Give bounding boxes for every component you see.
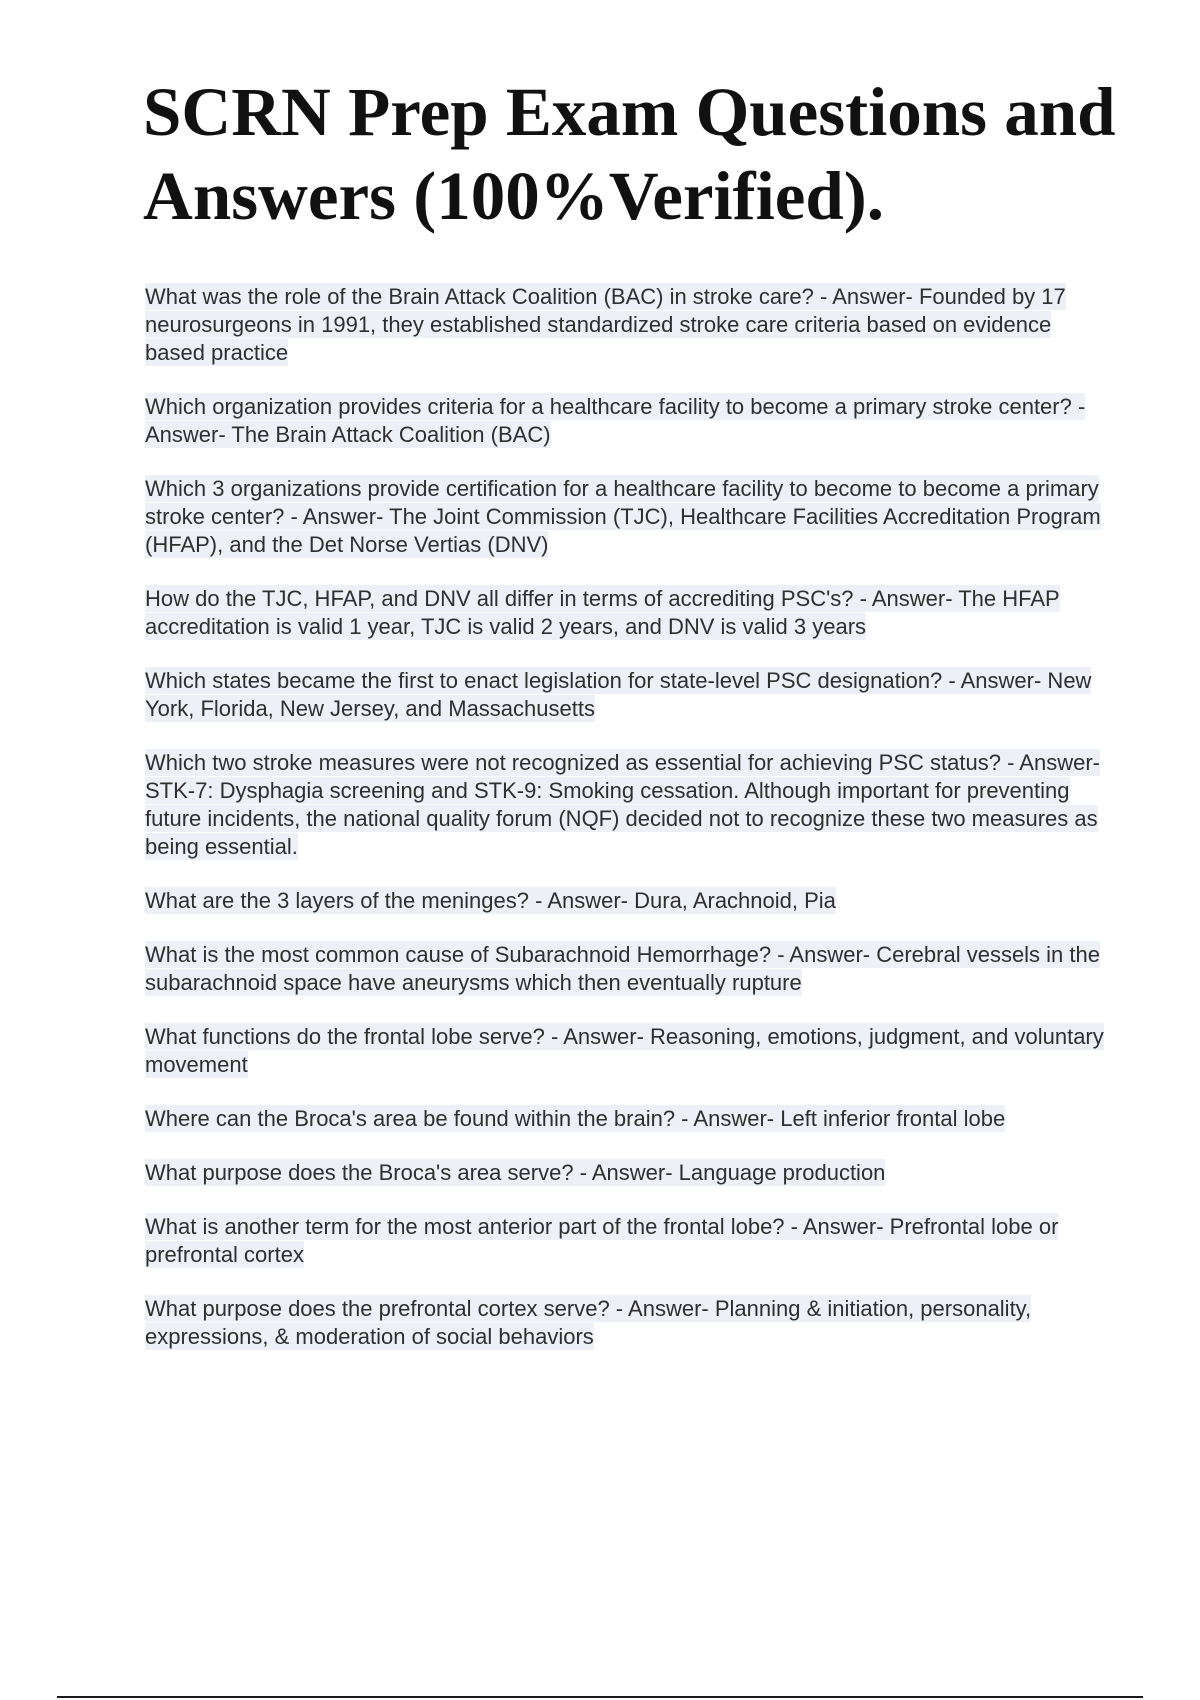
qa-text: Which organization provides criteria for a healthcare facility to become a primary stroke center? - Answer- The Brain Attack Coalition (BAC) (145, 394, 1086, 447)
qa-text: Which states became the first to enact legislation for state-level PSC designation? - Answer- New York, Florida, New Jersey, and Massachusetts (145, 668, 1092, 721)
qa-item (145, 585, 1105, 641)
qa-item (145, 887, 1105, 915)
qa-item (145, 749, 1105, 861)
qa-item (145, 1295, 1105, 1351)
qa-item (145, 1159, 1105, 1187)
qa-item (145, 667, 1105, 723)
footer-divider (57, 1696, 1143, 1698)
qa-text: What is the most common cause of Subarachnoid Hemorrhage? - Answer- Cerebral vessels in the subarachnoid space have aneurysms which then eventually rupture (145, 942, 1100, 995)
qa-list (145, 283, 1105, 1377)
qa-text: Which 3 organizations provide certification for a healthcare facility to become to become a primary stroke center? - Answer- The Joint Commission (TJC), Healthcare Facilities Accreditation Program (HFAP), and the Det Norse Vertias (DNV) (145, 476, 1101, 557)
qa-text: What is another term for the most anterior part of the frontal lobe? - Answer- Prefrontal lobe or prefrontal cortex (145, 1214, 1059, 1267)
qa-text: What purpose does the Broca's area serve? - Answer- Language production (145, 1160, 886, 1185)
page-title: SCRN Prep Exam Questions and Answers (100%Verified). (143, 74, 1116, 234)
qa-text: What was the role of the Brain Attack Coalition (BAC) in stroke care? - Answer- Founded by 17 neurosurgeons in 1991, they established standardized stroke care criteria based on evidence based practice (145, 284, 1066, 365)
qa-item (145, 393, 1105, 449)
qa-text: Where can the Broca's area be found within the brain? - Answer- Left inferior frontal lobe (145, 1106, 1006, 1131)
qa-item (145, 283, 1105, 367)
qa-text: Which two stroke measures were not recognized as essential for achieving PSC status? - Answer- STK-7: Dysphagia screening and STK-9: Smoking cessation. Although important for preventing future incidents, the national quality forum (NQF) decided not to recognize these two measures as being essential. (145, 750, 1100, 859)
qa-text: What purpose does the prefrontal cortex serve? - Answer- Planning & initiation, personality, expressions, & moderation of social behaviors (145, 1296, 1032, 1349)
qa-item (145, 941, 1105, 997)
qa-item (145, 1213, 1105, 1269)
qa-item (145, 475, 1105, 559)
qa-item (145, 1105, 1105, 1133)
qa-text: What are the 3 layers of the meninges? - Answer- Dura, Arachnoid, Pia (145, 888, 836, 913)
qa-text: What functions do the frontal lobe serve? - Answer- Reasoning, emotions, judgment, and voluntary movement (145, 1024, 1104, 1077)
qa-item (145, 1023, 1105, 1079)
qa-text: How do the TJC, HFAP, and DNV all differ in terms of accrediting PSC's? - Answer- The HFAP accreditation is valid 1 year, TJC is valid 2 years, and DNV is valid 3 years (145, 586, 1060, 639)
